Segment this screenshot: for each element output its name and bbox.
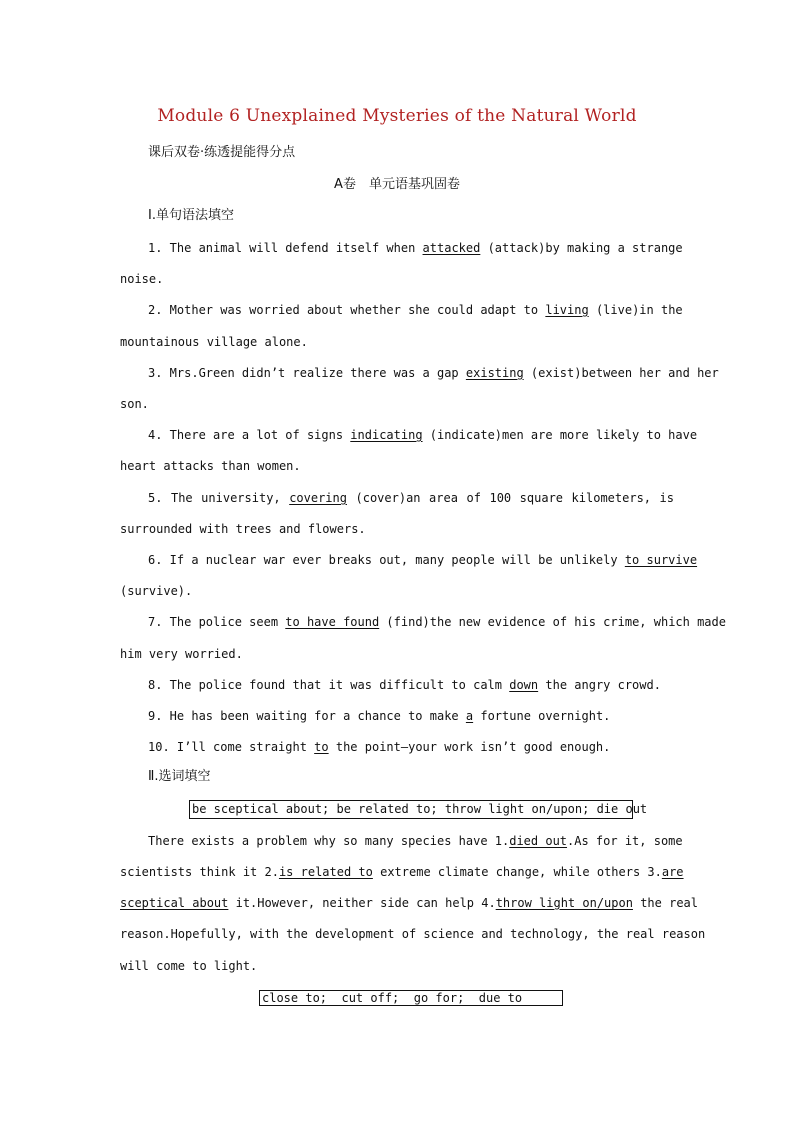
passage-text: extreme climate change, while others 3.	[372, 865, 662, 879]
passage-text: .As for it, some	[567, 834, 683, 848]
list-item	[148, 739, 610, 755]
passage-line	[120, 895, 698, 911]
item-text: 7. The police seem	[148, 615, 286, 629]
answer-blank: sceptical about	[120, 896, 229, 910]
item-text: 3. Mrs.Green didn’t realize there was a gap	[148, 366, 466, 380]
item-continuation: surrounded with trees and flowers.	[120, 522, 366, 536]
item-text: 4. There are a lot of signs	[148, 428, 351, 442]
list-item	[148, 302, 683, 318]
section-heading-word-choice: Ⅱ.选词填空	[148, 769, 211, 784]
item-text: fortune overnight.	[473, 709, 611, 723]
item-text: (live)in the	[588, 303, 683, 317]
word-box: be sceptical about; be related to; throw light on/upon; die out	[189, 800, 633, 819]
passage-text: the real	[632, 896, 698, 910]
passage-line	[120, 864, 684, 880]
list-item	[148, 365, 719, 381]
answer-blank: existing	[465, 366, 524, 380]
item-continuation: (survive).	[120, 584, 193, 598]
item-continuation: him very worried.	[120, 647, 243, 661]
list-item	[148, 240, 683, 256]
answer-blank: are	[661, 865, 684, 879]
page-title: Module 6 Unexplained Mysteries of the Natural World	[157, 106, 637, 126]
passage-text: scientists think it 2.	[120, 865, 279, 879]
item-text: 8. The police found that it was difficult to calm	[148, 678, 510, 692]
item-continuation: mountainous village alone.	[120, 335, 308, 349]
item-text: 10. I’ll come straight	[148, 740, 315, 754]
item-text: (exist)between her and her	[523, 366, 719, 380]
answer-blank: indicating	[350, 428, 423, 442]
item-text: 9. He has been waiting for a chance to make	[148, 709, 466, 723]
list-item	[148, 708, 610, 724]
item-text: 2. Mother was worried about whether she could adapt to	[148, 303, 546, 317]
answer-blank: throw light on/upon	[495, 896, 633, 910]
subtitle: 课后双卷·练透提能得分点	[148, 145, 296, 160]
list-item	[148, 490, 674, 506]
answer-blank: attacked	[422, 241, 481, 255]
answer-blank: is related to	[278, 865, 373, 879]
answer-blank: died out	[509, 834, 568, 848]
answer-blank: to	[314, 740, 329, 754]
item-text: (indicate)men are more likely to have	[422, 428, 698, 442]
answer-blank: a	[465, 709, 474, 723]
item-text: the point—your work isn’t good enough.	[328, 740, 611, 754]
item-text: 6. If a nuclear war ever breaks out, many people will be unlikely	[148, 553, 625, 567]
list-item	[148, 427, 698, 443]
list-item	[148, 677, 661, 693]
passage-line: will come to light.	[120, 959, 258, 973]
passage-line	[148, 833, 683, 849]
answer-blank: to survive	[624, 553, 698, 567]
answer-blank: to have found	[285, 615, 380, 629]
item-text: the angry crowd.	[538, 678, 661, 692]
passage-line: reason.Hopefully, with the development of science and technology, the real reason	[120, 927, 706, 941]
answer-blank: down	[509, 678, 539, 692]
section-heading-grammar: Ⅰ.单句语法填空	[148, 208, 234, 223]
answer-blank: living	[545, 303, 589, 317]
passage-text: it.However, neither side can help 4.	[228, 896, 496, 910]
item-text: (find)the new evidence of his crime, which made	[379, 615, 726, 629]
item-continuation: son.	[120, 397, 149, 411]
list-item	[148, 614, 726, 630]
item-text: 5. The university,	[148, 491, 290, 505]
list-item	[148, 552, 698, 568]
answer-blank: covering	[289, 491, 347, 505]
item-text: (cover)an area of 100 square kilometers, is	[346, 491, 674, 505]
item-continuation: noise.	[120, 272, 164, 286]
item-text: 1. The animal will defend itself when	[148, 241, 423, 255]
item-text: (attack)by making a strange	[480, 241, 683, 255]
volume-label: A卷 单元语基巩固卷	[334, 177, 460, 192]
item-continuation: heart attacks than women.	[120, 459, 301, 473]
passage-text: There exists a problem why so many species have 1.	[148, 834, 510, 848]
word-box-2: close to; cut off; go for; due to	[259, 990, 563, 1006]
